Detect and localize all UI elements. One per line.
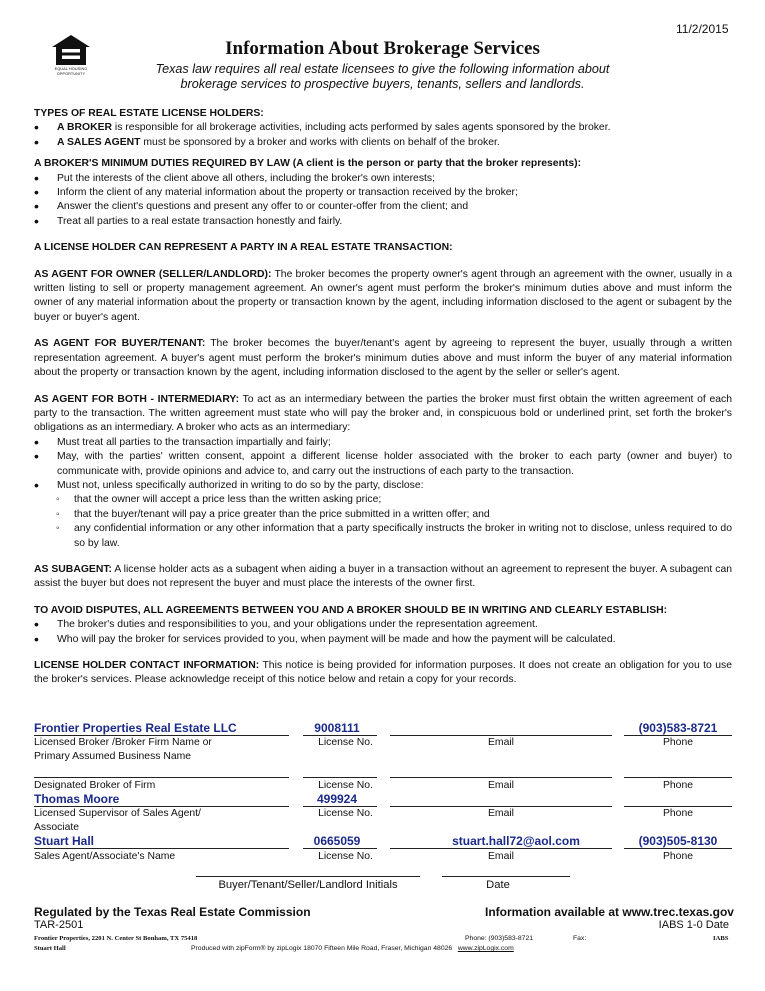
divider xyxy=(624,848,732,849)
types-heading: TYPES OF REAL ESTATE LICENSE HOLDERS: xyxy=(34,108,264,119)
list-item: • Put the interests of the client above all others, including the broker's own interests; xyxy=(34,172,732,186)
subagent-paragraph: AS SUBAGENT: A license holder acts as a subagent when aiding a buyer in a transaction without an agreement to represent the buyer. A subagent can assist the buyer but does not represent the buyer and must place the interests of the owner first. xyxy=(34,563,733,590)
designated-phone-line[interactable] xyxy=(624,777,732,778)
represent-heading: A LICENSE HOLDER CAN REPRESENT A PARTY IN A REAL ESTATE TRANSACTION: xyxy=(34,242,453,254)
contact-paragraph: LICENSE HOLDER CONTACT INFORMATION: This notice is being provided for information purposes. It does not create an obligation for you to use the broker's services. Please acknowledge receipt of this notice below and retain a copy for your records. xyxy=(34,660,732,686)
company-address: Frontier Properties, 2201 N. Center St Bonham, TX 75418 xyxy=(34,935,198,942)
sub-list-item: ◦ any confidential information or any other information that a party specifically instructs the broker in writing not to disclose, unless required to do so by law. xyxy=(34,522,732,551)
disputes-heading: TO AVOID DISPUTES, ALL AGREEMENTS BETWEEN YOU AND A BROKER SHOULD BE IN WRITING AND CLEARLY ESTABLISH: xyxy=(34,604,668,616)
document-body xyxy=(34,107,732,688)
footer-agent-name: Stuart Hall xyxy=(34,945,66,952)
iabs-small: IABS xyxy=(713,935,729,942)
duties-list xyxy=(34,172,732,230)
list-item: • The broker's duties and responsibilities to you, and your obligations under the representation agreement. xyxy=(34,618,732,632)
list-item: • A BROKER is responsible for all brokerage activities, including acts performed by sales agents sponsored by the broker. xyxy=(34,121,732,135)
initials-line[interactable] xyxy=(196,876,420,877)
divider xyxy=(390,848,612,849)
company-fax: Fax: xyxy=(573,935,587,942)
phone-label: Phone xyxy=(662,851,694,862)
disputes-list xyxy=(34,618,732,647)
iabs-date: IABS 1-0 Date xyxy=(658,919,729,931)
buyer-paragraph: AS AGENT FOR BUYER/TENANT: The broker becomes the buyer/tenant's agent by agreeing to represent the buyer, usually through a written representation agreement. A buyer's agent must perform the broker's minimum duties above and must inform the buyer of any material information about the property or transaction known by the agent, including information disclosed to the agent by the seller or seller's agent. xyxy=(34,338,732,379)
supervisor-label: Licensed Supervisor of Sales Agent/ Associate xyxy=(34,808,201,833)
list-item: • Must treat all parties to the transaction impartially and fairly; xyxy=(34,436,732,450)
agent-name-field[interactable]: Stuart Hall xyxy=(34,834,95,848)
email-label: Email xyxy=(488,737,514,748)
broker-firm-label: Licensed Broker /Broker Firm Name or Primary Assumed Business Name xyxy=(34,737,212,762)
agent-email-field[interactable]: stuart.hall72@aol.com xyxy=(452,834,580,848)
logo-caption: EQUAL HOUSING OPPORTUNITY xyxy=(54,67,88,76)
duties-heading: A BROKER'S MINIMUM DUTIES REQUIRED BY LAW (A client is the person or party that the broker represents): xyxy=(34,158,582,170)
list-item: • Who will pay the broker for services provided to you, when payment will be made and how the payment will be calculated. xyxy=(34,633,732,647)
license-label: License No. xyxy=(318,780,373,791)
sub-list-item: ◦ that the buyer/tenant will pay a price greater than the price submitted in a written offer; and xyxy=(34,508,732,522)
intermediary-sublist xyxy=(34,493,732,551)
subtitle-line-1: Texas law requires all real estate licensees to give the following information about xyxy=(155,62,610,76)
list-item: • Treat all parties to a real estate transaction honestly and fairly. xyxy=(34,215,732,229)
license-label: License No. xyxy=(318,737,373,748)
designated-license-line[interactable] xyxy=(303,777,377,778)
divider xyxy=(34,848,289,849)
info-available: Information available at www.trec.texas.gov xyxy=(485,905,734,919)
designated-name-line[interactable] xyxy=(34,777,289,778)
intermediary-paragraph: AS AGENT FOR BOTH - INTERMEDIARY: To act as an intermediary between the parties the broker must first obtain the written agreement of each party to the transaction. The written agreement must state who will pay the broker and, in conspicuous bold or underlined print, set forth the broker's obligations as an intermediary. A broker who acts as an intermediary: xyxy=(34,393,733,434)
email-label: Email xyxy=(488,780,514,791)
designated-email-line[interactable] xyxy=(390,777,612,778)
list-item: • May, with the parties' written consent, appoint a different license holder associated with the broker to each party (owner and buyer) to communicate with, provide opinions and advice to, and carry out the instructions of each party to the transaction. xyxy=(34,450,732,479)
form-date: 11/2/2015 xyxy=(676,22,729,36)
page-subtitle xyxy=(120,62,645,91)
produced-by: Produced with zipForm® by zipLogix 18070 Fifteen Mile Road, Fraser, Michigan 48026 www.zipLogix.com xyxy=(191,945,514,952)
sub-list-item: ◦ that the owner will accept a price less than the written asking price; xyxy=(34,493,732,507)
email-label: Email xyxy=(488,851,514,862)
agent-label: Sales Agent/Associate's Name xyxy=(34,851,176,862)
owner-paragraph: AS AGENT FOR OWNER (SELLER/LANDLORD): The broker becomes the property owner's agent through an agreement with the owner, usually in a written listing to sell or property management agreement. An owner's agent must perform the broker's minimum duties above and must inform the owner of any material information about the property or transaction known by the agent, including information disclosed to the agent or subagent by the buyer or buyer's agent. xyxy=(34,268,732,323)
initials-label: Buyer/Tenant/Seller/Landlord Initials xyxy=(218,879,398,891)
regulated-by: Regulated by the Texas Real Estate Commission xyxy=(34,905,311,919)
license-label: License No. xyxy=(318,808,373,819)
form-number: TAR-2501 xyxy=(34,919,84,931)
types-list xyxy=(34,121,732,150)
phone-label: Phone xyxy=(662,808,694,819)
phone-label: Phone xyxy=(662,737,694,748)
agent-license-field[interactable]: 0665059 xyxy=(313,834,361,848)
subtitle-line-2: brokerage services to prospective buyers, tenants, sellers and landlords. xyxy=(180,76,585,91)
divider xyxy=(303,848,377,849)
date-line[interactable] xyxy=(442,876,570,877)
list-item: • A SALES AGENT must be sponsored by a broker and works with clients on behalf of the broker. xyxy=(34,136,732,150)
ziplogix-link[interactable]: www.zipLogix.com xyxy=(457,945,514,952)
date-label: Date xyxy=(486,879,510,891)
phone-label: Phone xyxy=(662,780,694,791)
list-item: • Answer the client's questions and present any offer to or counter-offer from the client; and xyxy=(34,200,732,214)
company-phone: Phone: (903)583-8721 xyxy=(465,935,534,942)
intermediary-list xyxy=(34,436,732,494)
page-title: Information About Brokerage Services xyxy=(225,38,540,59)
agent-phone-field[interactable]: (903)505-8130 xyxy=(638,834,718,848)
designated-broker-label: Designated Broker of Firm xyxy=(34,780,156,791)
license-label: License No. xyxy=(318,851,373,862)
broker-firm-name-field[interactable]: Frontier Properties Real Estate LLC xyxy=(34,721,237,735)
list-item: • Must not, unless specifically authorized in writing to do so by the party, disclose: xyxy=(34,479,732,493)
email-label: Email xyxy=(488,808,514,819)
broker-phone-field[interactable]: (903)583-8721 xyxy=(638,721,718,735)
broker-license-field[interactable]: 9008111 xyxy=(314,721,360,735)
list-item: • Inform the client of any material information about the property or transaction received by the broker; xyxy=(34,186,732,200)
supervisor-name-field[interactable]: Thomas Moore xyxy=(34,792,120,806)
supervisor-license-field[interactable]: 499924 xyxy=(316,792,358,806)
